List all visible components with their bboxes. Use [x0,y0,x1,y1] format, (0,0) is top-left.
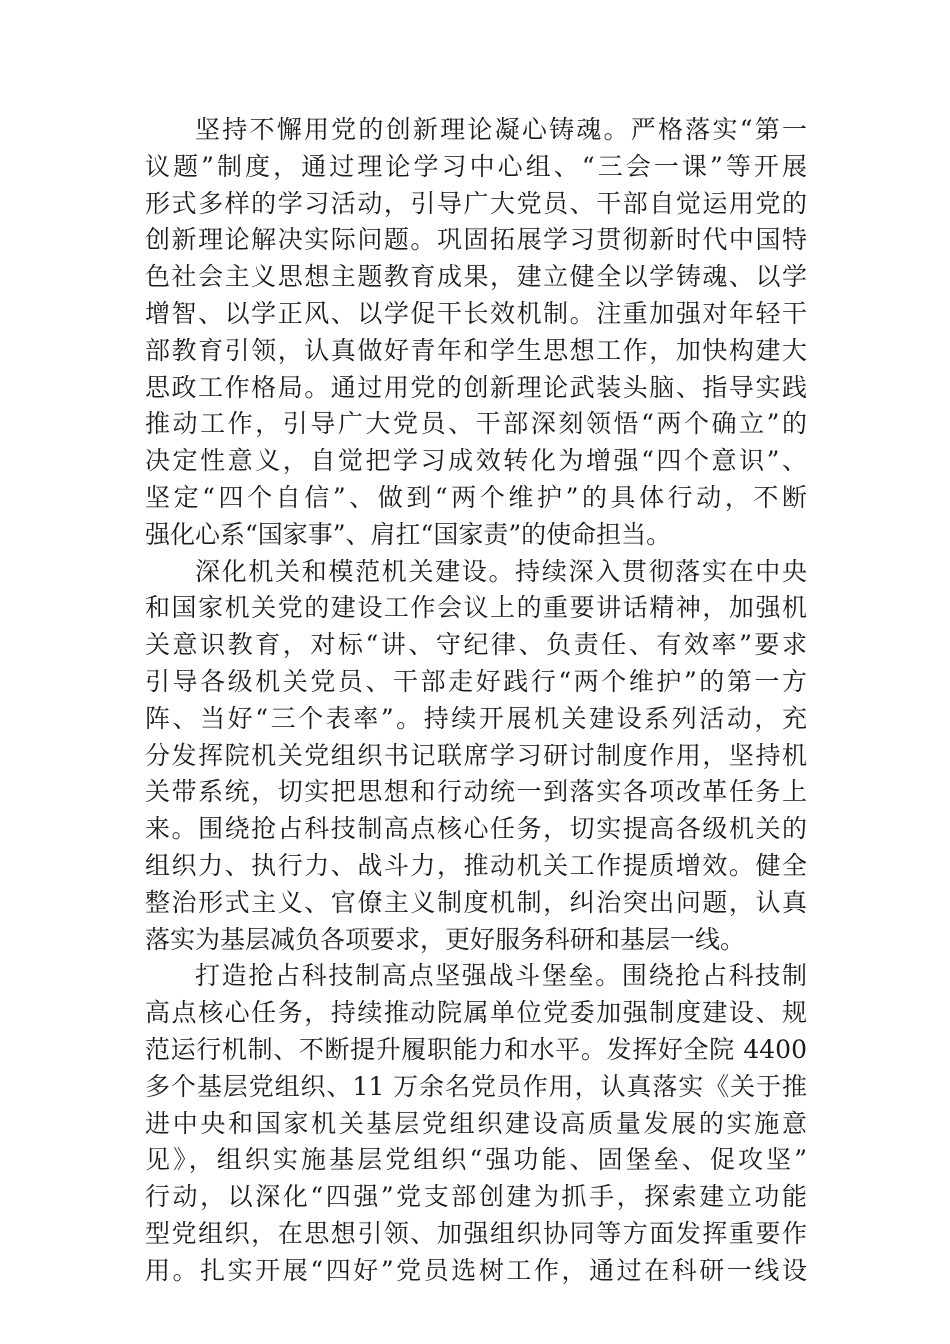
document-body [145,112,807,1290]
paragraph [145,112,807,554]
paragraph-line: 阵、当好“三个表率”。持续开展机关建设系列活动，充 [145,703,807,733]
paragraph-line: 思政工作格局。通过用党的创新理论武装头脑、指导实践 [145,372,807,402]
paragraph-line: 多个基层党组织、11 万余名党员作用，认真落实《关于推 [145,1071,807,1101]
paragraph-line: 增智、以学正风、以学促干长效机制。注重加强对年轻干 [145,298,807,328]
paragraph-line: 决定性意义，自觉把学习成效转化为增强“四个意识”、 [145,446,807,476]
paragraph-line: 引导各级机关党员、干部走好践行“两个维护”的第一方 [145,666,807,696]
paragraph-line: 坚持不懈用党的创新理论凝心铸魂。严格落实“第一 [195,115,807,144]
paragraph-line: 强化心系“国家事”、肩扛“国家责”的使命担当。 [145,519,672,549]
paragraph-line: 范运行机制、不断提升履职能力和水平。发挥好全院 4400 [145,1034,807,1064]
paragraph-line: 进中央和国家机关基层党组织建设高质量发展的实施意 [145,1108,807,1138]
paragraph-line: 分发挥院机关党组织书记联席学习研讨制度作用，坚持机 [145,740,807,770]
paragraph [145,958,807,1289]
paragraph-line: 来。围绕抢占科技制高点核心任务，切实提高各级机关的 [145,814,807,844]
paragraph-line: 见》，组织实施基层党组织“强功能、固堡垒、促攻坚” [145,1145,807,1175]
paragraph-line: 组织力、执行力、战斗力，推动机关工作提质增效。健全 [145,850,807,880]
paragraph-line: 关意识教育，对标“讲、守纪律、负责任、有效率”要求 [145,630,807,660]
paragraph-line: 落实为基层减负各项要求，更好服务科研和基层一线。 [145,924,746,954]
paragraph-line: 高点核心任务，持续推动院属单位党委加强制度建设、规 [145,998,807,1028]
paragraph-line: 打造抢占科技制高点坚强战斗堡垒。围绕抢占科技制 [195,961,807,991]
paragraph-line: 坚定“四个自信”、做到“两个维护”的具体行动，不断 [145,482,807,512]
paragraph [145,554,807,959]
paragraph-line: 整治形式主义、官僚主义制度机制，纠治突出问题，认真 [145,887,807,917]
paragraph-line: 行动，以深化“四强”党支部创建为抓手，探索建立功能 [145,1182,807,1212]
paragraph-line: 推动工作，引导广大党员、干部深刻领悟“两个确立”的 [145,409,807,439]
paragraph-line: 议题”制度，通过理论学习中心组、“三会一课”等开展 [145,151,807,181]
paragraph-line: 部教育引领，认真做好青年和学生思想工作，加快构建大 [145,335,807,365]
paragraph-line: 创新理论解决实际问题。巩固拓展学习贯彻新时代中国特 [145,225,807,255]
paragraph-line: 用。扎实开展“四好”党员选树工作，通过在科研一线设 [145,1255,807,1285]
paragraph-line: 形式多样的学习活动，引导广大党员、干部自觉运用党的 [145,188,807,218]
paragraph-line: 色社会主义思想主题教育成果，建立健全以学铸魂、以学 [145,262,807,292]
paragraph-line: 关带系统，切实把思想和行动统一到落实各项改革任务上 [145,777,807,807]
paragraph-line: 和国家机关党的建设工作会议上的重要讲话精神，加强机 [145,593,807,623]
paragraph-line: 深化机关和模范机关建设。持续深入贯彻落实在中央 [195,556,807,586]
paragraph-line: 型党组织，在思想引领、加强组织协同等方面发挥重要作 [145,1218,807,1248]
